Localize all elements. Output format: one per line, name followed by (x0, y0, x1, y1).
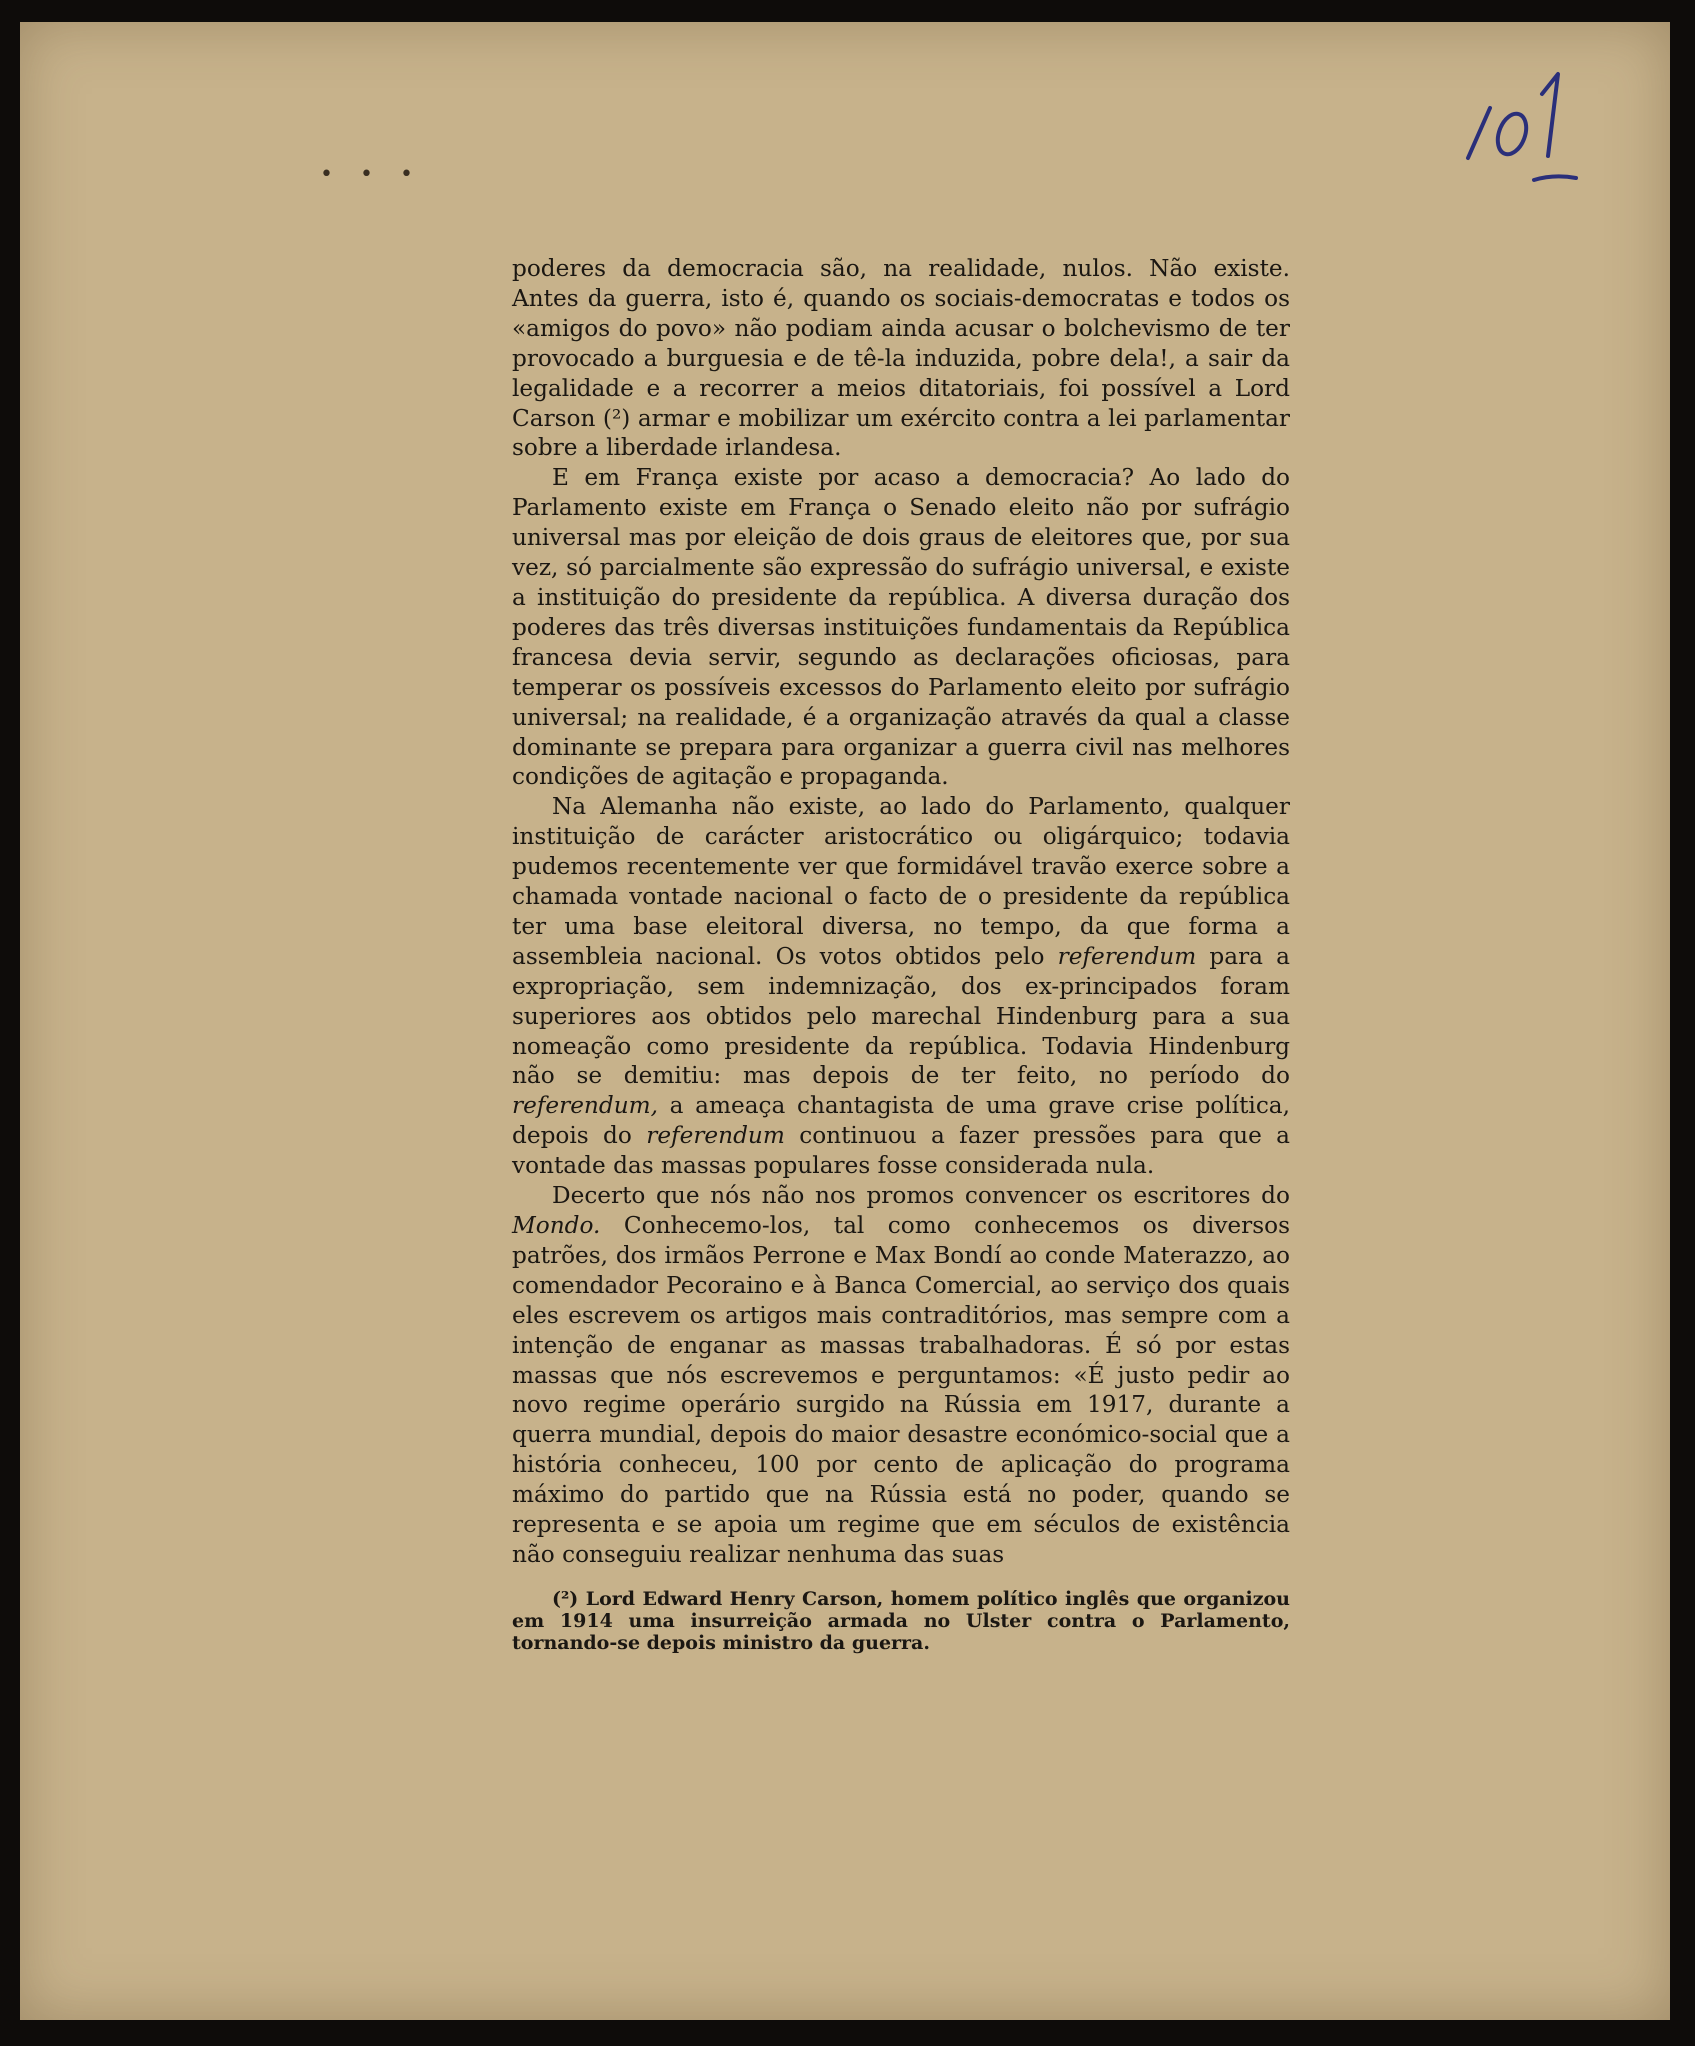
text-run: para a expropriação, sem indemnização, dos ex-principados foram superiores aos obtidos pelo marechal Hindenburg para a sua nomeação como presidente da república. Todavia Hindenburg não se demitiu: mas depois de ter feito, no período do (512, 942, 1290, 1090)
paragraph-2 (512, 463, 1290, 792)
document-body (512, 254, 1290, 1654)
text-run: continuou a fazer pressões para que a vontade das massas populares fosse considerada nula. (512, 1122, 1291, 1180)
handwritten-page-number-mark (1450, 60, 1610, 190)
text-run: a ameaça chantagista de uma grave crise política, depois do (512, 1092, 1290, 1150)
paper-sheet (20, 22, 1670, 2020)
text-run: poderes da democracia são, na realidade, nulos. Não existe. Antes da guerra, isto é, quando os sociais-democratas e todos os «amigos do povo» não podiam ainda acusar o bolchevismo de ter provocado a burguesia e de tê-la induzida, pobre dela!, a sair da legalidade e a recorrer a meios ditatoriais, foi possível a Lord Carson (²) armar e mobilizar um exército contra a lei parlamentar sobre a liberdade irlandesa. (512, 255, 1290, 462)
paragraph-1 (512, 254, 1290, 463)
text-run: Decerto que nós não nos promos convencer os escritores do (552, 1182, 1290, 1210)
italic-term: referendum (1057, 942, 1197, 970)
scan-specks: • • • (320, 162, 423, 187)
text-run: Conhecemo-los, tal como conhecemos os diversos patrões, dos irmãos Perrone e Max Bondí ao conde Materazzo, ao comendador Pecoraino e à Banca Comercial, ao serviço dos quais eles escrevem os artigos mais contraditórios, mas sempre com a intenção de enganar as massas trabalhadoras. É só por estas massas que nós escrevemos e perguntamos: «É justo pedir ao novo regime operário surgido na Rússia em 1917, durante a querra mundial, depois do maior desastre económico-social que a história conheceu, 100 por cento de aplicação do programa máximo do partido que na Rússia está no poder, quando se representa e se apoia um regime que em séculos de existência não conseguiu realizar nenhuma das suas (512, 1212, 1290, 1568)
handwritten-page-number (1450, 60, 1610, 190)
paragraph-3 (512, 792, 1290, 1181)
italic-term: referendum, (512, 1092, 658, 1120)
italic-term: referendum (646, 1122, 785, 1150)
italic-term: Mondo. (512, 1212, 601, 1239)
text-run: Na Alemanha não existe, ao lado do Parlamento, qualquer instituição de carácter aristocrático ou oligárquico; todavia pudemos recentemente ver que formidável travão exerce sobre a chamada vontade nacional o facto de o presidente da república ter uma base eleitoral diversa, no tempo, da que forma a assembleia nacional. Os votos obtidos pelo (512, 793, 1290, 970)
paragraph-4 (512, 1181, 1290, 1570)
footnote: (²) Lord Edward Henry Carson, homem político inglês que organizou em 1914 uma insurreição armada no Ulster contra o Parlamento, tornando-se depois ministro da guerra. (512, 1587, 1290, 1654)
text-run: E em França existe por acaso a democracia? Ao lado do Parlamento existe em França o Senado eleito não por sufrágio universal mas por eleição de dois graus de eleitores que, por sua vez, só parcialmente são expressão do sufrágio universal, e existe a instituição do presidente da república. A diversa duração dos poderes das três diversas instituições fundamentais da República francesa devia servir, segundo as declarações oficiosas, para temperar os possíveis excessos do Parlamento eleito por sufrágio universal; na realidade, é a organização através da qual a classe dominante se prepara para organizar a guerra civil nas melhores condições de agitação e propaganda. (512, 464, 1290, 791)
